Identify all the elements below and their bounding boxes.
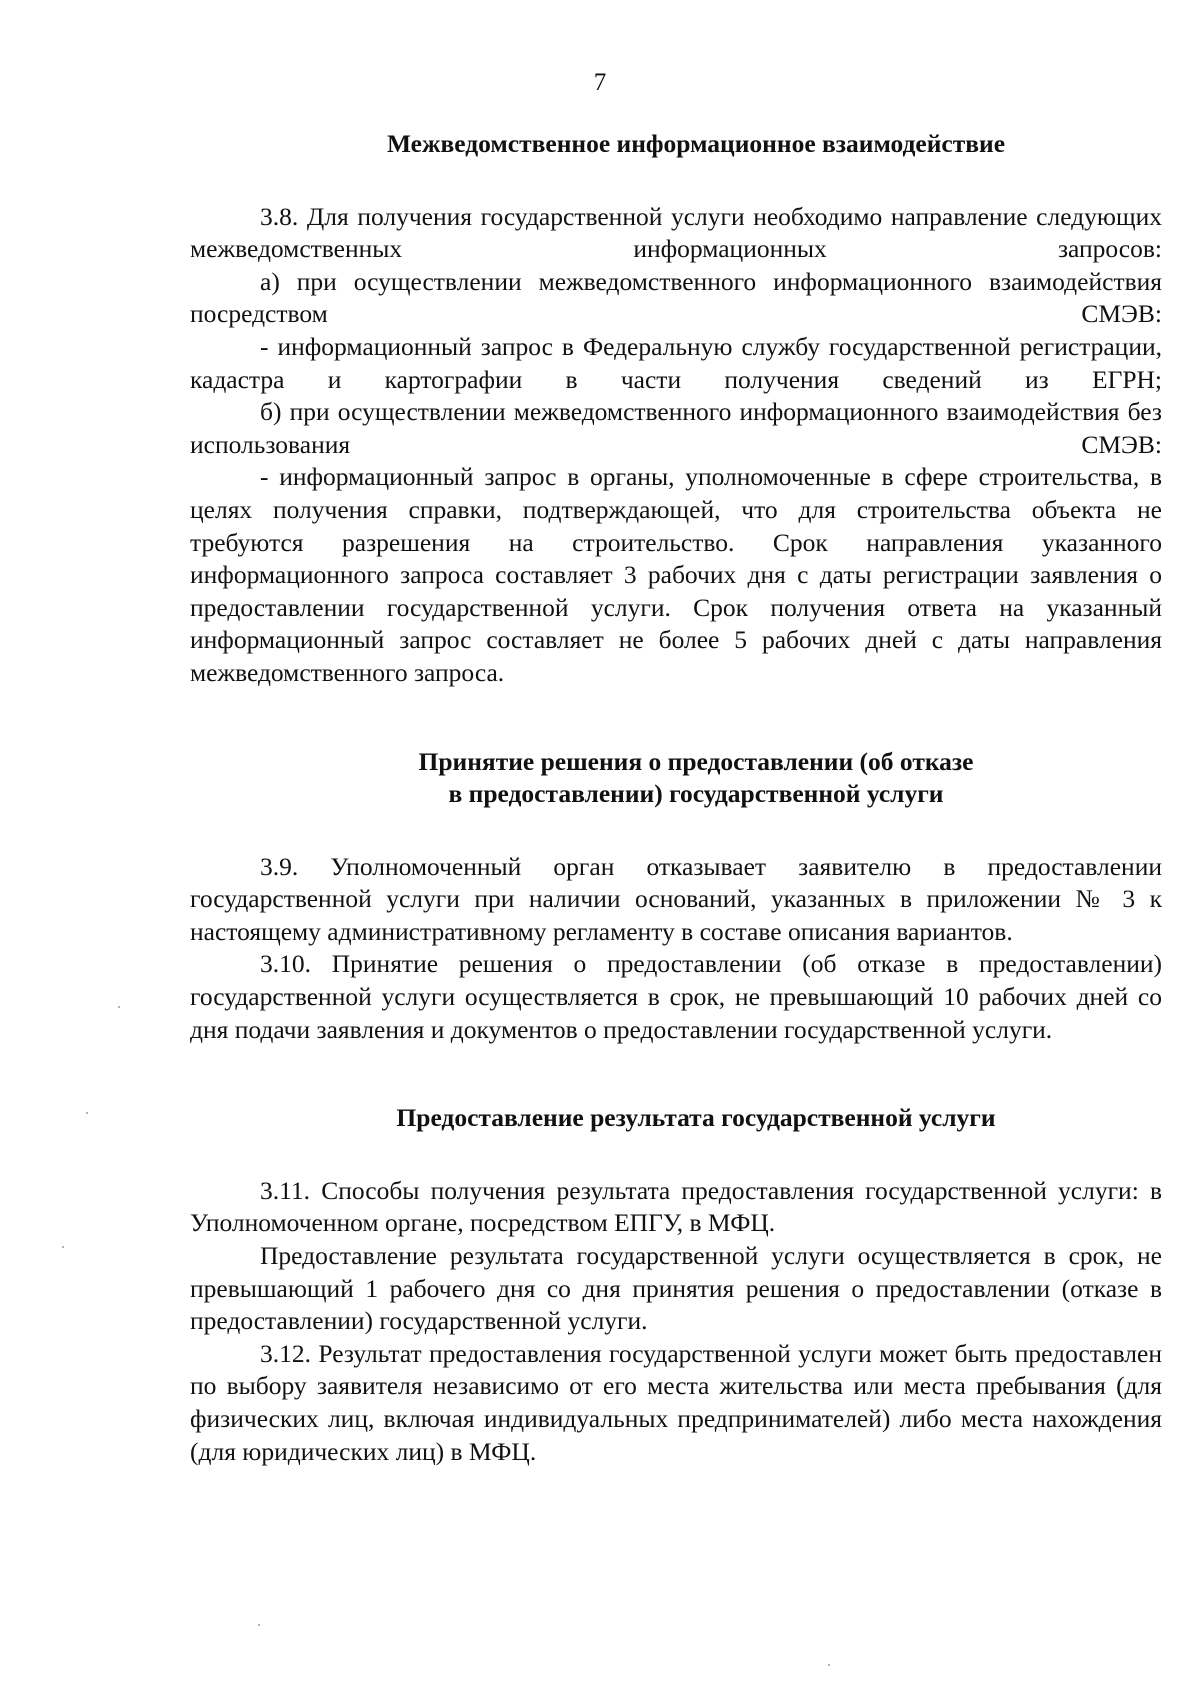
paragraph-3-11: 3.11. Способы получения результата предоставления государственной услуги: в Уполномоченном органе, посредством ЕПГУ, в МФЦ. [190, 1175, 1162, 1238]
paragraph-3-8: 3.8. Для получения государственной услуги необходимо направление следующих межведомственных информационных запросов: [190, 201, 1162, 264]
paragraph-item-a: а) при осуществлении межведомственного информационного взаимодействия посредством СМЭВ: [190, 266, 1162, 329]
paragraph-3-12: 3.12. Результат предоставления государственной услуги может быть предоставлен по выбору заявителя независимо от его места жительства или места пребывания (для физических лиц, включая индивидуальных предпринимателей) либо места нахождения (для юридических лиц) в МФЦ. [190, 1338, 1162, 1466]
scan-speck [62, 1246, 64, 1248]
scan-speck [86, 1112, 88, 1114]
section-heading-result: Предоставление результата государственной услуги [396, 1103, 996, 1133]
section-heading-decision-line2: в предоставлении) государственной услуги [448, 779, 944, 809]
section-heading-decision [190, 746, 1162, 811]
paragraph-item-b: б) при осуществлении межведомственного информационного взаимодействия без использования СМЭВ: [190, 397, 1162, 459]
paragraph-3-9: 3.9. Уполномоченный орган отказывает заявителю в предоставлении государственной услуги при наличии оснований, указанных в приложении № 3 к настоящему административному регламенту в составе описания вариантов. [190, 851, 1162, 946]
scan-speck [118, 1006, 120, 1008]
paragraph-3-10: 3.10. Принятие решения о предоставлении (об отказе в предоставлении) государственной услуги осуществляется в срок, не превышающий 10 рабочих дней со дня подачи заявления и документов о предоставлении государственной услуги. [190, 949, 1162, 1044]
page-number: 7 [593, 69, 607, 96]
document-body [190, 128, 1162, 1468]
paragraph-result-term: Предоставление результата государственной услуги осуществляется в срок, не превышающий 1 рабочего дня со дня принятия решения о предоставлении (отказе в предоставлении) государственной услуги. [190, 1241, 1162, 1336]
paragraph-request-egrn: - информационный запрос в Федеральную службу государственной регистрации, кадастра и картографии в части получения сведений из ЕГРН; [190, 331, 1162, 394]
section-heading-interagency: Межведомственное информационное взаимодействие [386, 129, 1006, 158]
section-heading-decision-line1: Принятие решения о предоставлении (об отказе [418, 746, 974, 776]
scan-speck [258, 1624, 260, 1626]
scan-speck [828, 1664, 830, 1666]
paragraph-request-construction: - информационный запрос в органы, уполномоченные в сфере строительства, в целях получения справки, подтверждающей, что для строительства объекта не требуются разрешения на строительство. Срок направления указанного информационного запроса составляет 3 рабочих дня с даты регистрации заявления о предоставлении государственной услуги. Срок получения ответа на указанный информационный запрос составляет не более 5 рабочих дней с даты направления межведомственного запроса. [190, 462, 1162, 687]
